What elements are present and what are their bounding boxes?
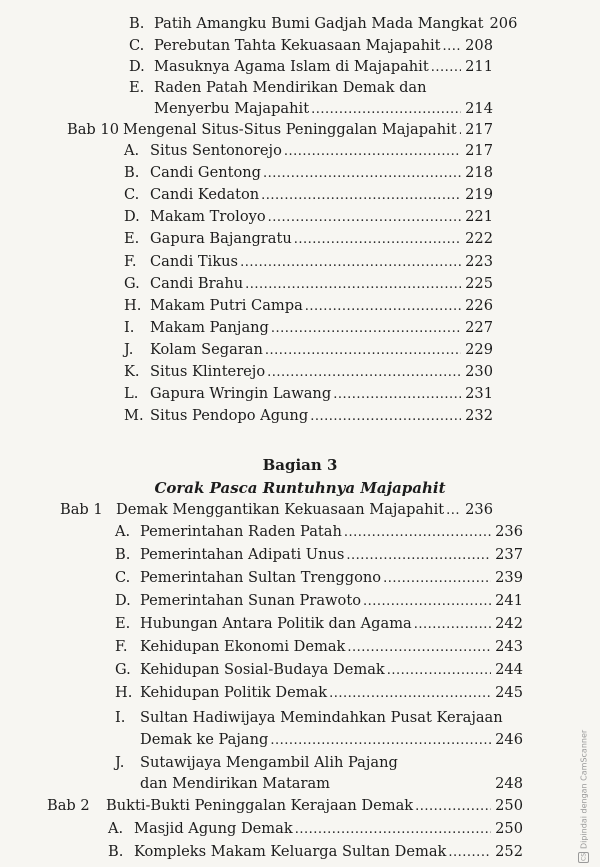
- toc-entry[interactable]: [140, 545, 523, 566]
- toc-entry[interactable]: [140, 730, 523, 751]
- dot-leader: [448, 843, 491, 863]
- chapter-entry[interactable]: [116, 500, 493, 521]
- toc-entry-title: Pemerintahan Adipati Unus: [140, 546, 345, 563]
- toc-letter: A.: [108, 820, 124, 837]
- toc-entry-page: 245: [495, 684, 523, 701]
- toc-entry-title: Makam Panjang: [150, 319, 269, 336]
- toc-entry-title: dan Mendirikan Mataram: [140, 775, 331, 792]
- toc-entry[interactable]: [150, 340, 493, 361]
- toc-letter: G.: [115, 661, 131, 678]
- toc-entry-page: 241: [495, 592, 523, 609]
- dot-leader: [446, 501, 461, 521]
- toc-entry-page: 250: [495, 820, 523, 837]
- watermark-text: Dipindai dengan CamScanner: [579, 729, 589, 849]
- toc-entry-page: 229: [465, 341, 493, 358]
- toc-entry-page: 242: [495, 615, 523, 632]
- chapter-label: Bab 1: [60, 501, 103, 518]
- part-heading: Bagian 3: [262, 456, 338, 474]
- toc-entry[interactable]: [154, 99, 493, 120]
- dot-leader: [271, 319, 461, 339]
- toc-letter: K.: [124, 363, 140, 380]
- toc-entry-page: 222: [465, 230, 493, 247]
- toc-entry-page: 221: [465, 208, 493, 225]
- toc-entry-title-line1: Sultan Hadiwijaya Memindahkan Pusat Kerajaan: [140, 709, 503, 726]
- toc-entry[interactable]: [150, 274, 493, 295]
- toc-entry-page: 243: [495, 638, 523, 655]
- toc-letter: H.: [124, 297, 142, 314]
- dot-leader: [387, 661, 491, 681]
- toc-entry-page: 208: [465, 37, 493, 54]
- toc-letter: B.: [129, 15, 145, 32]
- toc-letter: J.: [115, 754, 125, 771]
- toc-entry[interactable]: [150, 318, 493, 339]
- toc-entry-page: 211: [465, 58, 493, 75]
- toc-entry-title-line1: Sutawijaya Mengambil Alih Pajang: [140, 754, 398, 771]
- toc-entry-page: 232: [465, 407, 493, 424]
- toc-entry[interactable]: [140, 637, 523, 658]
- scanner-watermark: [577, 728, 591, 863]
- toc-entry-page: 223: [465, 253, 493, 270]
- toc-entry-title: Kolam Segaran: [150, 341, 263, 358]
- dot-leader: [263, 164, 461, 184]
- dot-leader: [305, 297, 461, 317]
- toc-entry-title: Kehidupan Ekonomi Demak: [140, 638, 346, 655]
- dot-leader: [347, 638, 491, 658]
- toc-entry-page: 226: [465, 297, 493, 314]
- dot-leader: [443, 37, 462, 57]
- toc-entry-title: Masjid Agung Demak: [134, 820, 293, 837]
- toc-entry[interactable]: [140, 774, 523, 795]
- toc-letter: A.: [115, 523, 131, 540]
- toc-entry-title: Makam Putri Campa: [150, 297, 303, 314]
- toc-entry-title: Menyerbu Majapahit: [154, 100, 310, 117]
- toc-entry-title: Candi Tikus: [150, 253, 239, 270]
- toc-letter: E.: [115, 615, 131, 632]
- toc-entry-title: Situs Klinterejo: [150, 363, 266, 380]
- dot-leader: [295, 820, 491, 840]
- toc-letter: C.: [129, 37, 145, 54]
- toc-entry[interactable]: [150, 252, 493, 273]
- toc-entry-title: Gapura Wringin Lawang: [150, 385, 332, 402]
- toc-entry-title: Pemerintahan Raden Patah: [140, 523, 342, 540]
- toc-entry-page: 237: [495, 546, 523, 563]
- dot-leader: [267, 363, 461, 383]
- toc-entry-title: Situs Pendopo Agung: [150, 407, 309, 424]
- dot-leader: [333, 385, 461, 405]
- toc-entry[interactable]: [150, 362, 493, 383]
- toc-entry-page: 231: [465, 385, 493, 402]
- dot-leader: [311, 100, 461, 120]
- camscanner-logo-icon: CS: [580, 853, 588, 862]
- toc-entry-title: Kehidupan Politik Demak: [140, 684, 328, 701]
- toc-entry[interactable]: [140, 683, 523, 704]
- dot-leader: [344, 523, 491, 543]
- dot-leader: [383, 569, 491, 589]
- part-subheading: Corak Pasca Runtuhnya Majapahit: [154, 479, 446, 497]
- toc-entry-title: Masuknya Agama Islam di Majapahit: [154, 58, 429, 75]
- toc-entry-title: Hubungan Antara Politik dan Agama: [140, 615, 412, 632]
- toc-letter: A.: [124, 142, 140, 159]
- toc-entry-page: 230: [465, 363, 493, 380]
- toc-entry[interactable]: [140, 660, 523, 681]
- dot-leader: [268, 208, 461, 228]
- toc-entry-page: 219: [465, 186, 493, 203]
- dot-leader: [265, 341, 461, 361]
- chapter-entry[interactable]: [123, 120, 493, 141]
- toc-entry[interactable]: [140, 568, 523, 589]
- toc-entry-title: Candi Gentong: [150, 164, 261, 181]
- toc-letter: C.: [115, 569, 131, 586]
- toc-entry-page: 244: [495, 661, 523, 678]
- toc-entry-title-line1: Raden Patah Mendirikan Demak dan: [154, 79, 427, 96]
- dot-leader: [346, 546, 491, 566]
- toc-entry-page: 225: [465, 275, 493, 292]
- toc-entry-page: 239: [495, 569, 523, 586]
- toc-entry-title: Kehidupan Sosial-Budaya Demak: [140, 661, 385, 678]
- dot-leader: [294, 230, 461, 250]
- toc-letter: B.: [108, 843, 124, 860]
- toc-letter: G.: [124, 275, 140, 292]
- toc-letter: H.: [115, 684, 133, 701]
- toc-letter: I.: [124, 319, 135, 336]
- dot-leader: [329, 684, 491, 704]
- dot-leader: [459, 121, 461, 141]
- toc-entry[interactable]: [150, 207, 493, 228]
- toc-entry[interactable]: [140, 614, 523, 635]
- toc-entry[interactable]: [134, 819, 523, 840]
- toc-entry[interactable]: [150, 229, 493, 250]
- toc-entry[interactable]: [150, 296, 493, 317]
- dot-leader: [414, 615, 491, 635]
- toc-entry-title: Patih Amangku Bumi Gadjah Mada Mangkat: [154, 15, 484, 32]
- toc-letter: D.: [129, 58, 145, 75]
- toc-entry-page: 217: [465, 142, 493, 159]
- toc-letter: F.: [115, 638, 128, 655]
- toc-letter: B.: [124, 164, 140, 181]
- chapter-title: Bukti-Bukti Peninggalan Kerajaan Demak: [106, 797, 414, 814]
- toc-entry-page: 218: [465, 164, 493, 181]
- chapter-page: 217: [465, 121, 493, 138]
- toc-letter: D.: [115, 592, 131, 609]
- toc-entry-page: 236: [495, 523, 523, 540]
- toc-entry-page: 246: [495, 731, 523, 748]
- toc-entry[interactable]: [150, 185, 493, 206]
- toc-letter: D.: [124, 208, 140, 225]
- toc-entry[interactable]: [154, 57, 493, 78]
- dot-leader: [431, 58, 461, 78]
- toc-letter: C.: [124, 186, 140, 203]
- toc-entry-title: Perebutan Tahta Kekuasaan Majapahit: [154, 37, 441, 54]
- chapter-page: 250: [495, 797, 523, 814]
- toc-entry-title: Candi Brahu: [150, 275, 244, 292]
- chapter-entry[interactable]: [106, 796, 523, 817]
- chapter-title: Demak Menggantikan Kekuasaan Majapahit: [116, 501, 445, 518]
- toc-letter: F.: [124, 253, 137, 270]
- dot-leader: [270, 731, 491, 751]
- toc-entry-title: Makam Troloyo: [150, 208, 266, 225]
- dot-leader: [245, 275, 461, 295]
- toc-entry-title: Candi Kedaton: [150, 186, 260, 203]
- toc-entry-title: Pemerintahan Sunan Prawoto: [140, 592, 361, 609]
- toc-entry-title: Pemerintahan Sultan Trenggono: [140, 569, 382, 586]
- toc-entry[interactable]: [140, 522, 523, 543]
- toc-entry-title: Demak ke Pajang: [140, 731, 269, 748]
- toc-letter: J.: [124, 341, 134, 358]
- toc-entry-page: 214: [465, 100, 493, 117]
- dot-leader: [310, 407, 461, 427]
- toc-entry-title: Kompleks Makam Keluarga Sultan Demak: [134, 843, 447, 860]
- toc-entry[interactable]: [154, 14, 518, 35]
- toc-entry-page: 227: [465, 319, 493, 336]
- toc-entry[interactable]: [154, 36, 493, 57]
- toc-letter: M.: [124, 407, 144, 424]
- toc-entry-page: 206: [489, 15, 518, 32]
- toc-letter: E.: [129, 79, 145, 96]
- toc-letter: L.: [124, 385, 139, 402]
- toc-entry[interactable]: [140, 591, 523, 612]
- toc-entry[interactable]: [150, 163, 493, 184]
- dot-leader: [415, 797, 491, 817]
- toc-entry-page: 252: [495, 843, 523, 860]
- toc-letter: E.: [124, 230, 140, 247]
- toc-entry[interactable]: [150, 406, 493, 427]
- chapter-label: Bab 2: [47, 797, 90, 814]
- toc-entry[interactable]: [150, 384, 493, 405]
- toc-entry[interactable]: [150, 141, 493, 162]
- toc-entry-title: Gapura Bajangratu: [150, 230, 292, 247]
- toc-letter: B.: [115, 546, 131, 563]
- toc-entry-title: Situs Sentonorejo: [150, 142, 282, 159]
- dot-leader: [363, 592, 491, 612]
- chapter-page: 236: [465, 501, 493, 518]
- dot-leader: [240, 253, 461, 273]
- toc-entry-page: 248: [495, 775, 523, 792]
- dot-leader: [284, 142, 461, 162]
- toc-entry[interactable]: [134, 842, 523, 863]
- dot-leader: [261, 186, 461, 206]
- chapter-label: Bab 10: [67, 121, 119, 138]
- chapter-title: Mengenal Situs-Situs Peninggalan Majapahit: [123, 121, 457, 138]
- toc-letter: I.: [115, 709, 126, 726]
